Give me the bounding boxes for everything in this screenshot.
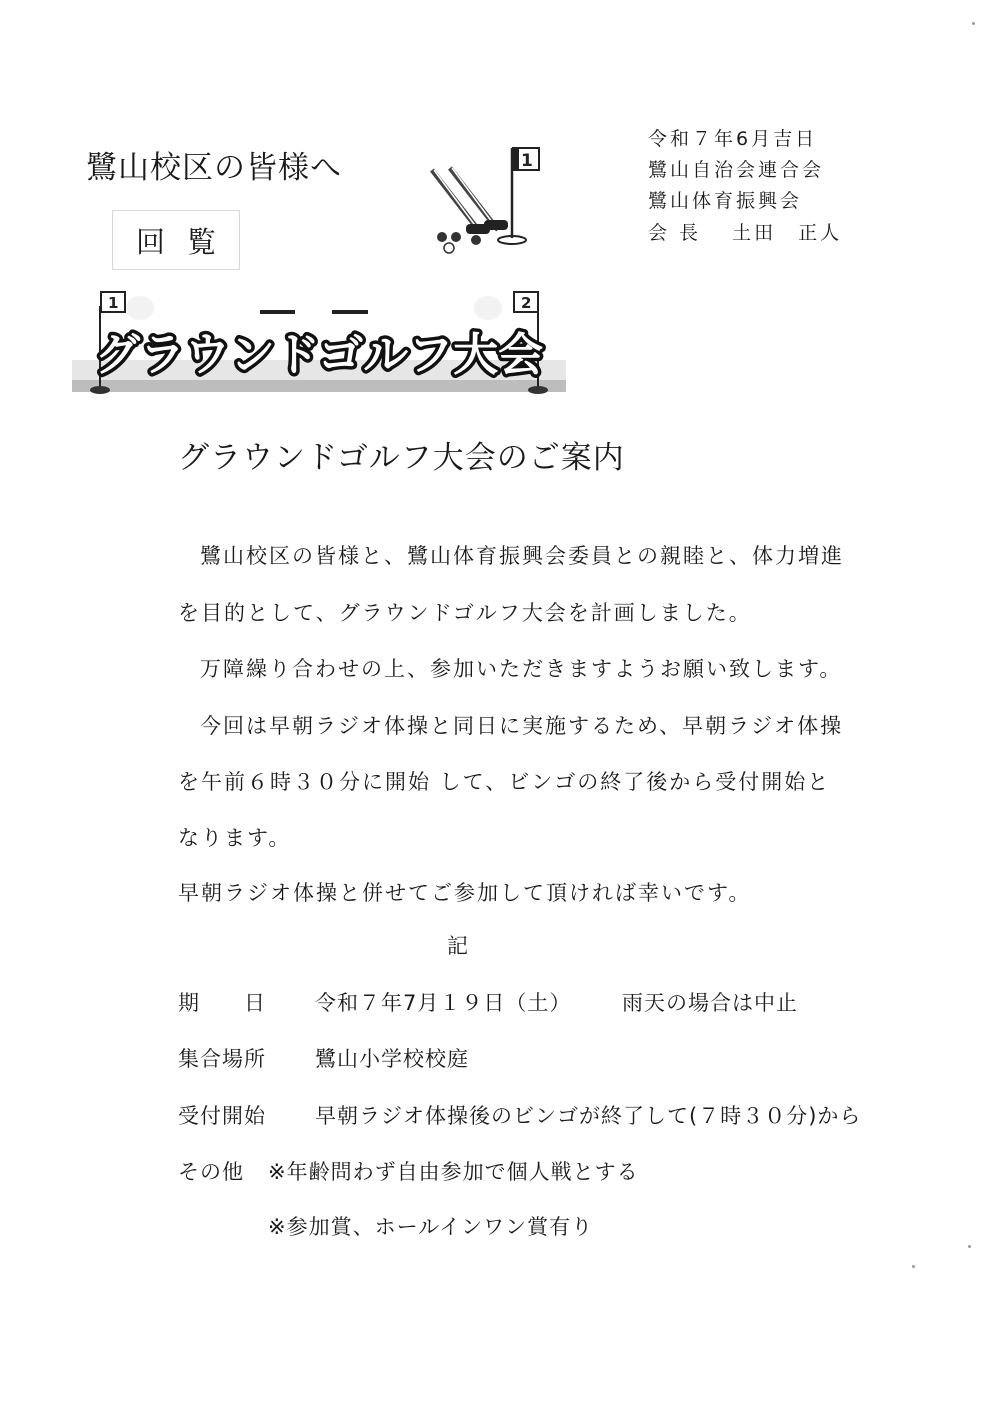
other-note-1: ※年齢問わず自由参加で個人戦とする	[268, 1160, 639, 1184]
golf-illustration-icon	[420, 140, 550, 260]
date-value: 令和７年7月１９日（土）	[315, 991, 572, 1015]
place-label: 集合場所	[178, 1047, 266, 1071]
body-line-3: 万障繰り合わせの上、参加いただきますようお願い致します。	[200, 657, 843, 681]
issuer-org-2: 鷺山体育振興会	[648, 190, 803, 212]
body-line-1: 鷺山校区の皆様と、鷺山体育振興会委員との親睦と、体力増進	[200, 544, 844, 568]
circulation-label: 回覧	[135, 224, 238, 259]
event-banner	[70, 286, 568, 398]
body-line-2: を目的として、グラウンドゴルフ大会を計画しました。	[178, 601, 752, 625]
banner-title: グラウンドゴルフ大会	[94, 328, 544, 381]
scan-speck	[972, 22, 975, 25]
rain-note: 雨天の場合は中止	[622, 991, 798, 1015]
banner-flag-right: 2	[521, 294, 532, 312]
issue-date: 令和７年6月吉日	[648, 128, 818, 150]
place-value: 鷺山小学校校庭	[315, 1047, 469, 1071]
body-line-5: を午前６時３０分に開始 して、ビンゴの終了後から受付開始と	[178, 770, 831, 794]
body-line-6: なります。	[178, 826, 292, 850]
scan-speck	[968, 1245, 971, 1248]
other-label: その他	[178, 1160, 244, 1184]
issuer-org-1: 鷺山自治会連合会	[648, 159, 825, 181]
document-heading: グラウンドゴルフ大会のご案内	[178, 440, 625, 476]
record-mark: 記	[447, 934, 468, 958]
golf-flag-number: 1	[521, 151, 533, 171]
circulation-stamp	[112, 210, 240, 270]
scan-speck	[912, 1265, 915, 1268]
date-label: 期 日	[178, 991, 266, 1015]
body-line-4: 今回は早朝ラジオ体操と同日に実施するため、早朝ラジオ体操	[200, 714, 844, 738]
reception-label: 受付開始	[178, 1104, 266, 1128]
body-line-7: 早朝ラジオ体操と併せてご参加して頂ければ幸いです。	[178, 881, 752, 905]
banner-flag-left: 1	[108, 294, 119, 312]
reception-value: 早朝ラジオ体操後のビンゴが終了して(７時３０分)から	[315, 1104, 862, 1128]
other-note-2: ※参加賞、ホールインワン賞有り	[268, 1215, 594, 1239]
issuer-chair: 会 長 土田 正人	[648, 222, 843, 244]
addressee-heading: 鷺山校区の皆様へ	[86, 150, 342, 186]
